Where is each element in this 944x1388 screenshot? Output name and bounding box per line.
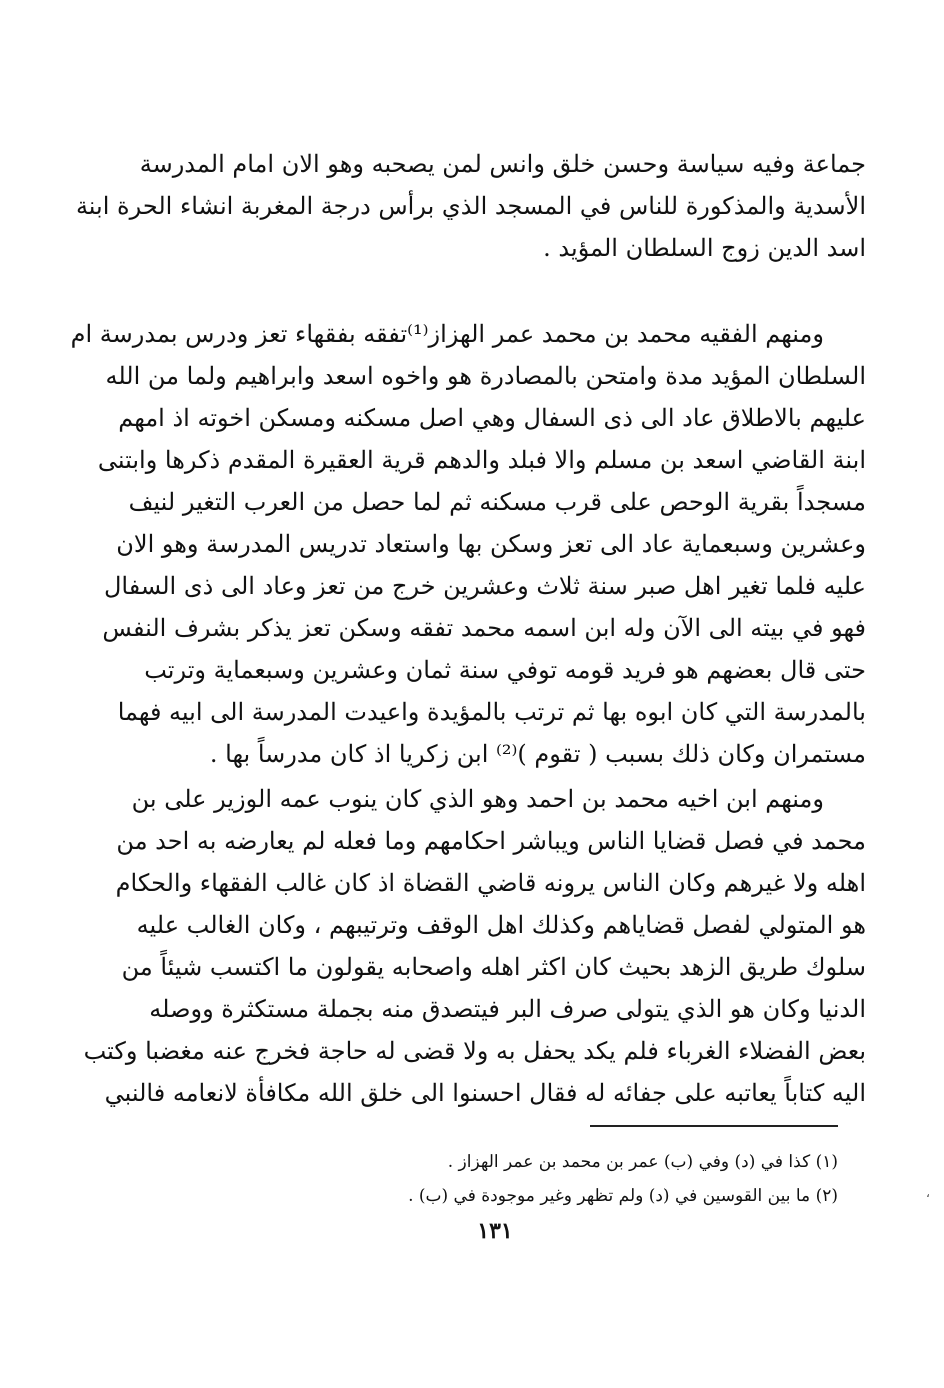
text-line: محمد في فصل قضايا الناس ويباشر احكامهم وما فعله لم يعارضه به احد من — [116, 827, 866, 855]
text-line: السلطان المؤيد مدة وامتحن بالمصادرة هو واخوه اسعد وابراهيم ولما من الله — [105, 362, 866, 390]
text-line: اليه كتاباً يعاتبه على جفائه له فقال احسنوا الى خلق الله مكافأة لانعامه فالنبي — [104, 1079, 866, 1107]
text-line: عليهم بالاطلاق عاد الى ذى السفال وهي اصل مسكنه ومسكن اخوته اذ امهم — [118, 404, 866, 432]
text-line: مستمران وكان ذلك بسبب ( تقوم )⁽²⁾ ابن زكريا اذ كان مدرساً بها . — [209, 740, 866, 768]
text-line: ومنهم ابن اخيه محمد بن احمد وهو الذي كان ينوب عمه الوزير على بن — [131, 785, 824, 813]
text-line: اسد الدين زوج السلطان المؤيد . — [543, 234, 866, 262]
text-line: فهو في بيته الى الآن وله ابن اسمه محمد تفقه وسكن تعز يذكر بشرف النفس — [102, 614, 866, 642]
text-line: الدنيا وكان هو الذي يتولى صرف البر فيتصدق منه بجملة مستكثرة ووصله — [149, 995, 866, 1023]
text-line: حتى قال بعضهم هو فريد قومه توفي سنة ثمان وعشرين وسبعماية وترتب — [144, 656, 866, 684]
text-line: اهله ولا غيرهم وكان الناس يرونه قاضي القضاة اذ كان غالب الفقهاء والحكام — [115, 869, 866, 897]
paragraph-3 — [83, 778, 866, 1114]
text-line: هو المتولي لفصل قضاياهم وكذلك اهل الوقف وترتيبهم ، وكان الغالب عليه — [136, 911, 866, 939]
text-line: الأسدية والمذكورة للناس في المسجد الذي برأس درجة المغربة انشاء الحرة ابنة — [75, 192, 866, 220]
text-line: وعشرين وسبعماية عاد الى تعز وسكن بها واستعاد تدريس المدرسة وهو الان — [116, 530, 866, 558]
text-line: بعض الفضلاء الغرباء فلم يكد يحفل به ولا قضى له حاجة فخرج عنه مغضبا وكتب — [83, 1037, 866, 1065]
footnote-2: (٢) ما بين القوسين في (د) ولم تظهر وغير موجودة في (ب) . — [408, 1186, 838, 1206]
text-line: عليه فلما تغير اهل صبر سنة ثلاث وعشرين خرج من تعز وعاد الى ذى السفال — [103, 572, 866, 600]
margin-mark: ، — [926, 1186, 930, 1200]
text-line: ومنهم الفقيه محمد بن محمد عمر الهزاز⁽¹⁾تفقه بفقهاء تعز ودرس بمدرسة ام — [70, 320, 824, 348]
paragraph-2 — [70, 313, 866, 775]
text-line: سلوك طريق الزهد بحيث كان اكثر اهله واصحابه يقولون ما اكتسب شيئاً من — [121, 953, 866, 981]
text-line: جماعة وفيه سياسة وحسن خلق وانس لمن يصحبه وهو الان امام المدرسة — [139, 150, 866, 178]
text-line: مسجداً بقرية الوحص على قرب مسكنه ثم لما حصل من العرب التغير لنيف — [128, 488, 866, 516]
footnote-1: (١) كذا في (د) وفي (ب) عمر بن محمد بن عمر الهزاز . — [447, 1152, 838, 1172]
text-line: ابنة القاضي اسعد بن مسلم والا فبلد والدهم قرية العقيرة المقدم ذكرها وابتنى — [97, 446, 866, 474]
paragraph-1 — [75, 143, 866, 269]
text-line: بالمدرسة التي كان ابوه بها ثم ترتب بالمؤيدة واعيدت المدرسة الى ابيه فهما — [117, 698, 866, 726]
page-number: ١٣١ — [477, 1218, 513, 1244]
footnote-divider — [590, 1125, 838, 1127]
footnotes — [380, 1145, 838, 1213]
